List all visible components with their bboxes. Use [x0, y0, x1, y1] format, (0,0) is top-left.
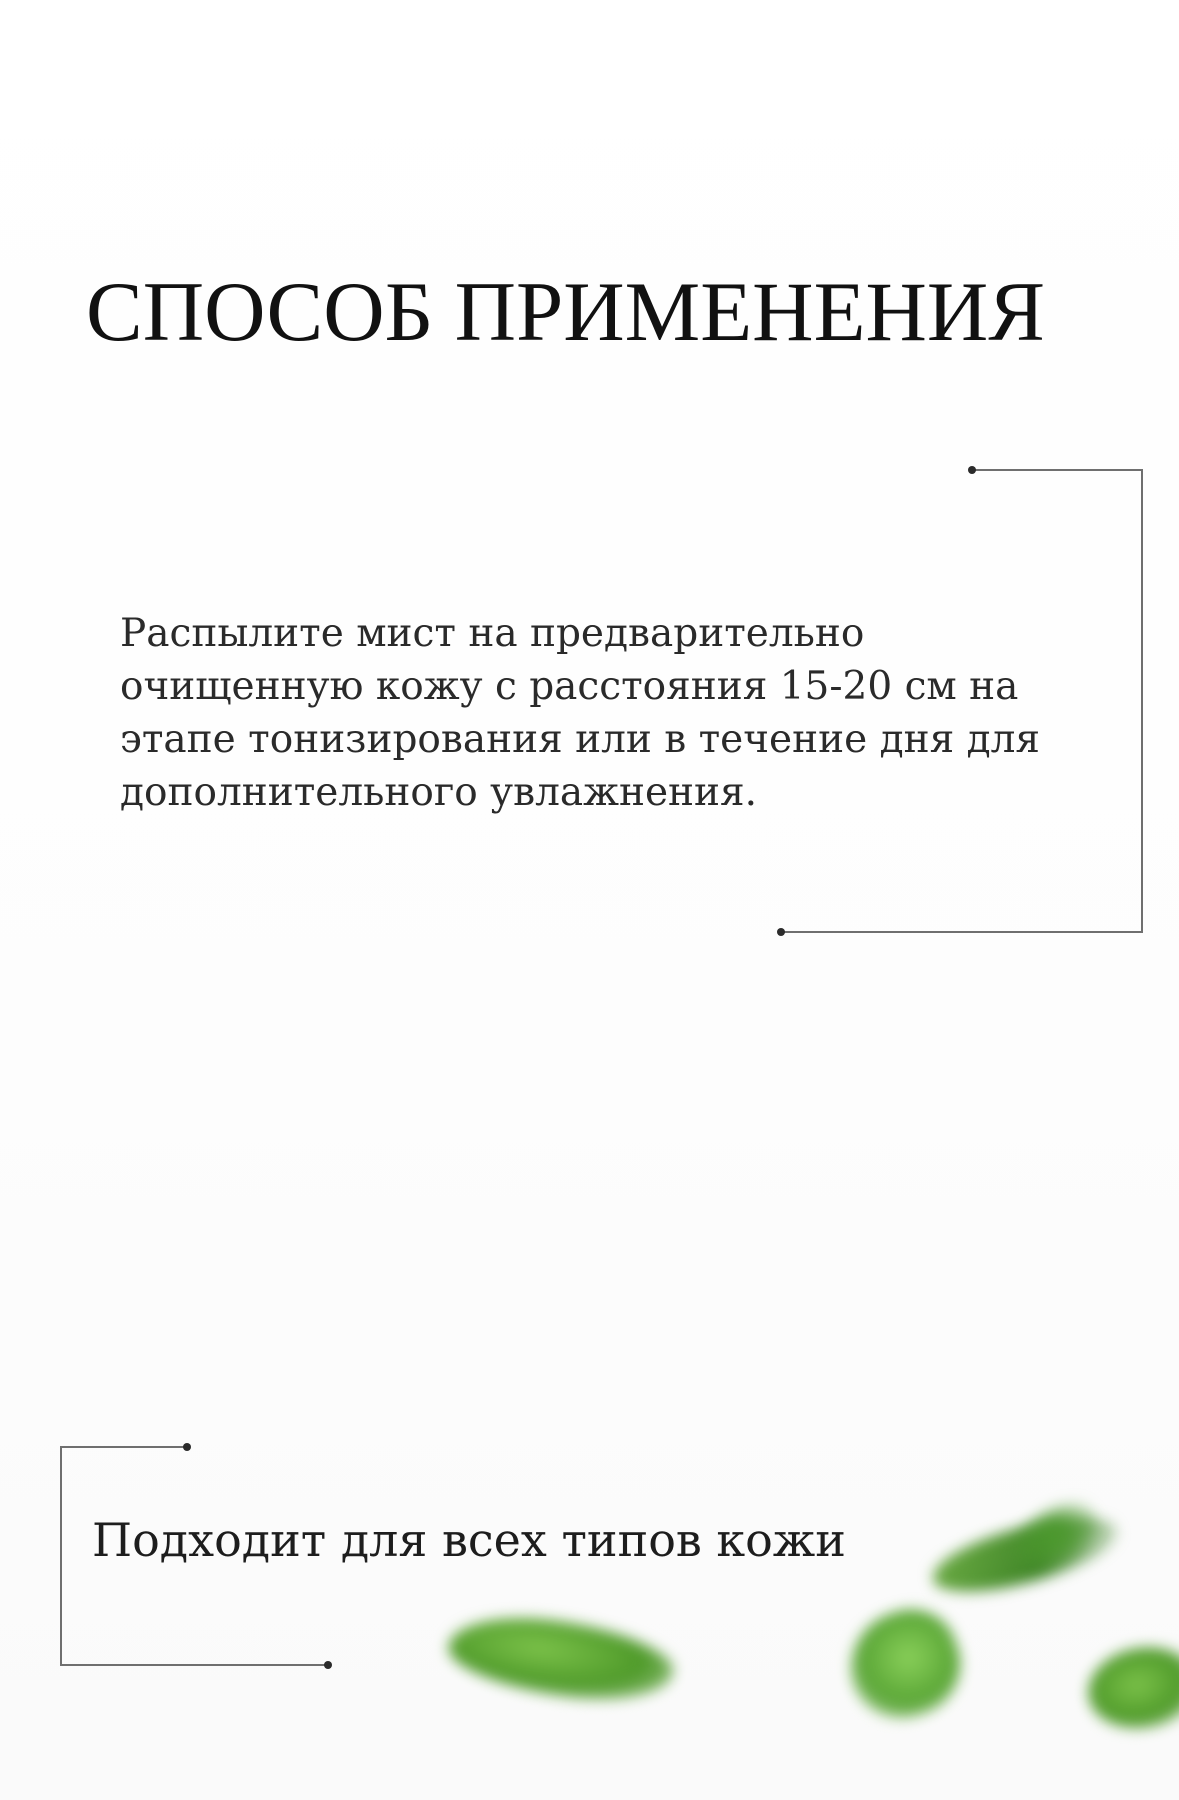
- leaf-decoration: [835, 1596, 974, 1732]
- frame-dot: [777, 928, 785, 936]
- frame2-top-line: [60, 1446, 186, 1448]
- skin-type-note: Подходит для всех типов кожи: [92, 1513, 846, 1567]
- frame-bottom-line: [780, 931, 1143, 933]
- frame2-left-line: [60, 1446, 62, 1665]
- method-description: Распылите мист на предварительно очищенную кожу с расстояния 15-20 см на этапе тонизирования или в течение дня для дополнительного увлажнения.: [120, 611, 1040, 815]
- frame2-bottom-line: [60, 1664, 328, 1666]
- leaf-decoration: [444, 1607, 678, 1712]
- frame-dot: [968, 466, 976, 474]
- frame-dot: [183, 1443, 191, 1451]
- frame-dot: [324, 1661, 332, 1669]
- frame-right-line: [1141, 469, 1143, 932]
- page-title: СПОСОБ ПРИМЕНЕНИЯ: [86, 265, 1045, 359]
- frame-top-line: [972, 469, 1142, 471]
- leaf-decoration: [1082, 1639, 1179, 1737]
